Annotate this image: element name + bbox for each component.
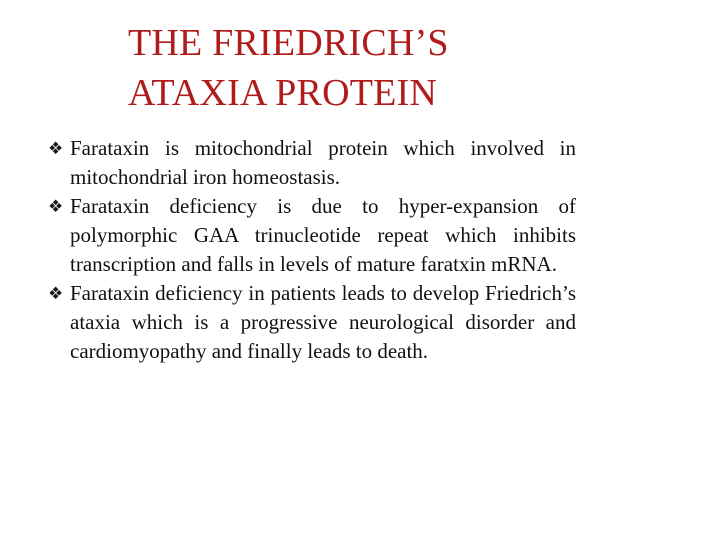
bullet-text: Farataxin is mitochondrial protein which involved in mitochondrial iron homeostasis. [70,136,576,189]
bullet-item [48,192,576,279]
bullet-item [48,134,576,192]
bullet-text: Farataxin deficiency is due to hyper-expansion of polymorphic GAA trinucleotide repeat which inhibits transcription and falls in levels of mature faratxin mRNA. [70,194,576,276]
diamond-bullet-icon: ❖ [48,197,64,216]
slide-title-line-2: ATAXIA PROTEIN [128,72,438,114]
slide-title [128,18,648,118]
diamond-bullet-icon: ❖ [48,284,64,303]
bullet-item [48,279,576,366]
slide-title-line-1: THE FRIEDRICH’S [128,22,449,64]
bullet-text: Farataxin deficiency in patients leads to develop Friedrich’s ataxia which is a progressive neurological disorder and cardiomyopathy and finally leads to death. [70,281,576,363]
diamond-bullet-icon: ❖ [48,139,64,158]
bullet-list [48,134,576,366]
